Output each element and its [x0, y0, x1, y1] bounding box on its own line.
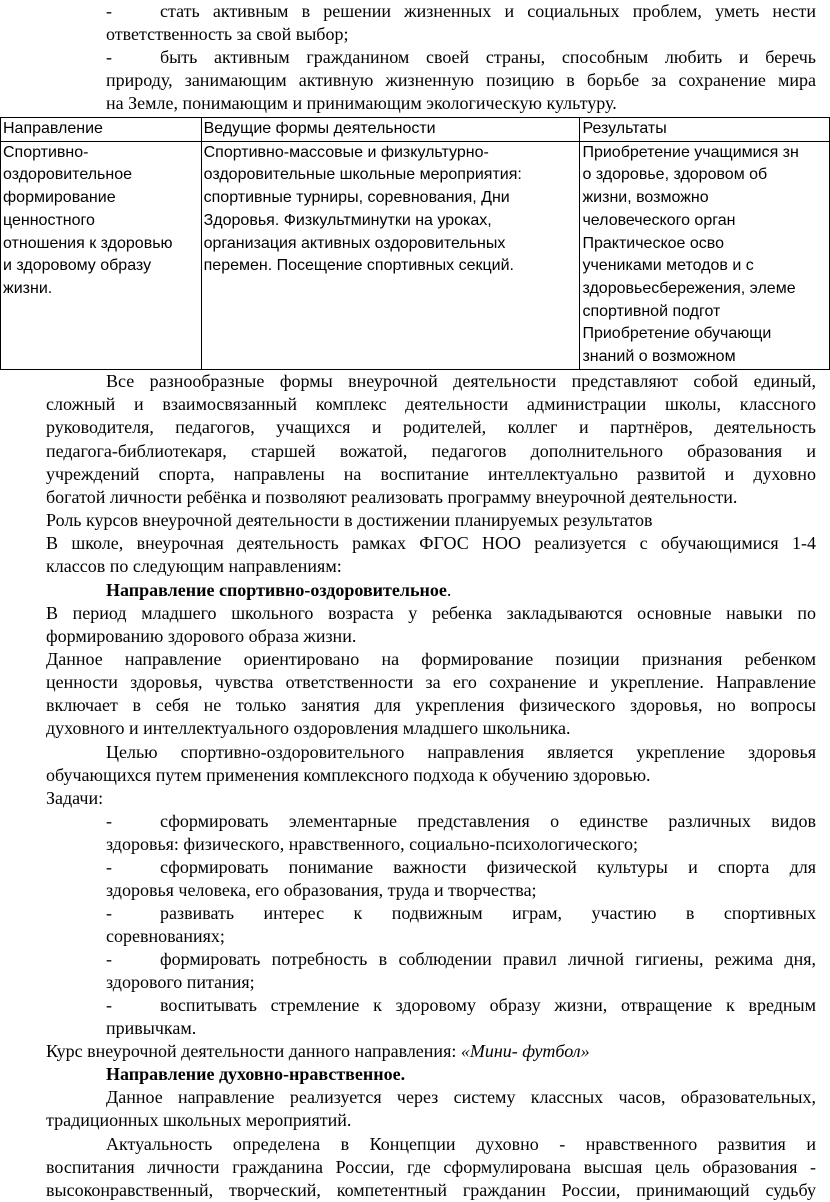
- cell-line: Практическое осво: [582, 234, 724, 252]
- course-name: «Мини- футбол»: [460, 1041, 590, 1061]
- task-text: здоровья человека, его образования, труда и творчества;: [106, 880, 537, 900]
- cell-line: Спортивно-массовые и физкультурно-: [203, 143, 489, 161]
- direction-line: духовного и интеллектуального оздоровления младшего школьника.: [46, 718, 571, 738]
- task-text: соревнованиях;: [106, 926, 225, 946]
- heading-sport-dot: .: [446, 580, 452, 600]
- cell-line: здоровьесбережения, элеме: [582, 279, 796, 297]
- cell-line: перемен. Посещение спортивных секций.: [203, 257, 514, 275]
- concept-line: высоконравственный, творческий, компетентный гражданин России, принимающий судьбу: [46, 1180, 816, 1200]
- tasks-label: Задачи:: [46, 788, 104, 808]
- bullet-text: на Земле, понимающим и принимающим экологическую культуру.: [106, 93, 617, 113]
- bullet-dash: -: [106, 811, 112, 831]
- cell-line: Здоровья. Физкультминутки на уроках,: [203, 211, 492, 229]
- concept-line: Актуальность определена в Концепции духовно - нравственного развития и: [106, 1134, 816, 1154]
- table-header-row: [1, 118, 830, 142]
- concept-line: воспитания личности гражданина России, где сформулирована высшая цель образования -: [46, 1157, 816, 1177]
- moral-line-1: Данное направление реализуется через систему классных часов, образовательных,: [106, 1087, 816, 1107]
- task-text: сформировать элементарные представления о единстве различных видов: [160, 811, 816, 831]
- task-text: здорового питания;: [106, 972, 255, 992]
- cell-line: человеческого орган: [582, 211, 736, 229]
- heading-sport: [106, 579, 451, 602]
- heading-sport-text: Направление спортивно-оздоровительное: [106, 580, 447, 600]
- cell-line: организация активных оздоровительных: [203, 234, 506, 252]
- bullet-dash: -: [106, 857, 112, 877]
- bullet-text: ответственность за свой выбор;: [106, 24, 349, 44]
- heading-moral-text: Направление духовно-нравственное.: [106, 1064, 406, 1084]
- period-line-2: формированию здорового образа жизни.: [46, 626, 357, 646]
- school-line-1: В школе, внеурочная деятельность рамках ФГОС НОО реализуется с обучающимися 1-4: [46, 533, 816, 553]
- task-text: воспитывать стремление к здоровому образу жизни, отвращение к вредным: [160, 995, 816, 1015]
- cell-line: оздоровительные школьные мероприятия:: [203, 166, 522, 184]
- bullet-dash: -: [106, 995, 112, 1015]
- bullet-text: стать активным в решении жизненных и социальных проблем, уметь нести: [160, 1, 816, 21]
- cell-line: о здоровье, здоровом об: [582, 166, 768, 184]
- direction-line: Данное направление ориентировано на формирование позиции признания ребенком: [46, 649, 816, 669]
- cell-direction: [1, 141, 202, 369]
- cell-line: Спортивно-: [3, 143, 89, 161]
- bullet-dash: -: [106, 949, 112, 969]
- course-line: [46, 1040, 590, 1063]
- cell-line: ценностного: [3, 211, 95, 229]
- role-line: Роль курсов внеурочной деятельности в достижении планируемых результатов: [46, 510, 653, 530]
- cell-line: жизни, возможно: [582, 189, 709, 207]
- header-results: Результаты: [580, 118, 830, 142]
- task-text: развивать интерес к подвижным играм, участию в спортивных: [160, 903, 816, 923]
- cell-line: отношения к здоровью: [3, 234, 173, 252]
- heading-moral: [106, 1063, 405, 1086]
- goal-line-1: Целью спортивно-оздоровительного направления является укрепление здоровья: [106, 742, 816, 762]
- cell-line: и здоровому образу: [3, 257, 152, 275]
- bullet-dash: -: [106, 1, 112, 21]
- direction-line: включает в себя не только занятия для укрепления физического здоровья, но вопросы: [46, 695, 816, 715]
- cell-line: учениками методов и с: [582, 257, 754, 275]
- moral-line-2: традиционных школьных мероприятий.: [46, 1110, 352, 1130]
- cell-results: [580, 141, 830, 369]
- goal-line-2: обучающихся путем применения комплексного подхода к обучению здоровью.: [46, 765, 651, 785]
- cell-forms: [201, 141, 580, 369]
- directions-table: [0, 117, 830, 370]
- bullet-dash: -: [106, 47, 112, 67]
- bullet-text: природу, занимающим активную жизненную позицию в борьбе за сохранение мира: [106, 70, 816, 90]
- course-prefix: Курс внеурочной деятельности данного направления:: [46, 1041, 461, 1061]
- bullet-text: быть активным гражданином своей страны, способным любить и беречь: [160, 47, 816, 67]
- cell-line: Приобретение учащимися зн: [582, 143, 799, 161]
- text-line: богатой личности ребёнка и позволяют реализовать программу внеурочной деятельности.: [46, 487, 738, 507]
- text-line: Все разнообразные формы внеурочной деятельности представляют собой единый,: [106, 371, 816, 391]
- task-text: формировать потребность в соблюдении правил личной гигиены, режима дня,: [160, 949, 816, 969]
- table-row: [1, 141, 830, 369]
- text-line: педагога-библиотекаря, старшей вожатой, педагогов дополнительного образования и: [46, 441, 816, 461]
- task-text: здоровья: физического, нравственного, социально-психологического;: [106, 834, 638, 854]
- cell-line: жизни.: [3, 279, 53, 297]
- task-text: привычкам.: [106, 1018, 197, 1038]
- task-text: сформировать понимание важности физической культуры и спорта для: [160, 857, 816, 877]
- cell-line: формирование: [3, 189, 116, 207]
- header-direction: Направление: [1, 118, 202, 142]
- period-line-1: В период младшего школьного возраста у ребенка закладываются основные навыки по: [46, 603, 816, 623]
- text-line: руководителя, педагогов, учащихся и родителей, коллег и партнёров, деятельность: [46, 417, 816, 437]
- text-line: сложный и взаимосвязанный комплекс деятельности администрации школы, классного: [46, 394, 816, 414]
- header-forms: Ведущие формы деятельности: [201, 118, 580, 142]
- bullet-dash: -: [106, 903, 112, 923]
- text-line: учреждений спорта, направлены на воспитание интеллектуально развитой и духовно: [46, 464, 816, 484]
- school-line-2: классов по следующим направлениям:: [46, 556, 342, 576]
- cell-line: спортивной подгот: [582, 302, 721, 320]
- cell-line: спортивные турниры, соревнования, Дни: [203, 189, 510, 207]
- direction-line: ценности здоровья, чувства ответственности за его сохранение и укрепление. Направление: [46, 672, 816, 692]
- cell-line: знаний о возможном: [582, 348, 736, 366]
- cell-line: оздоровительное: [3, 166, 132, 184]
- cell-line: Приобретение обучающи: [582, 325, 772, 343]
